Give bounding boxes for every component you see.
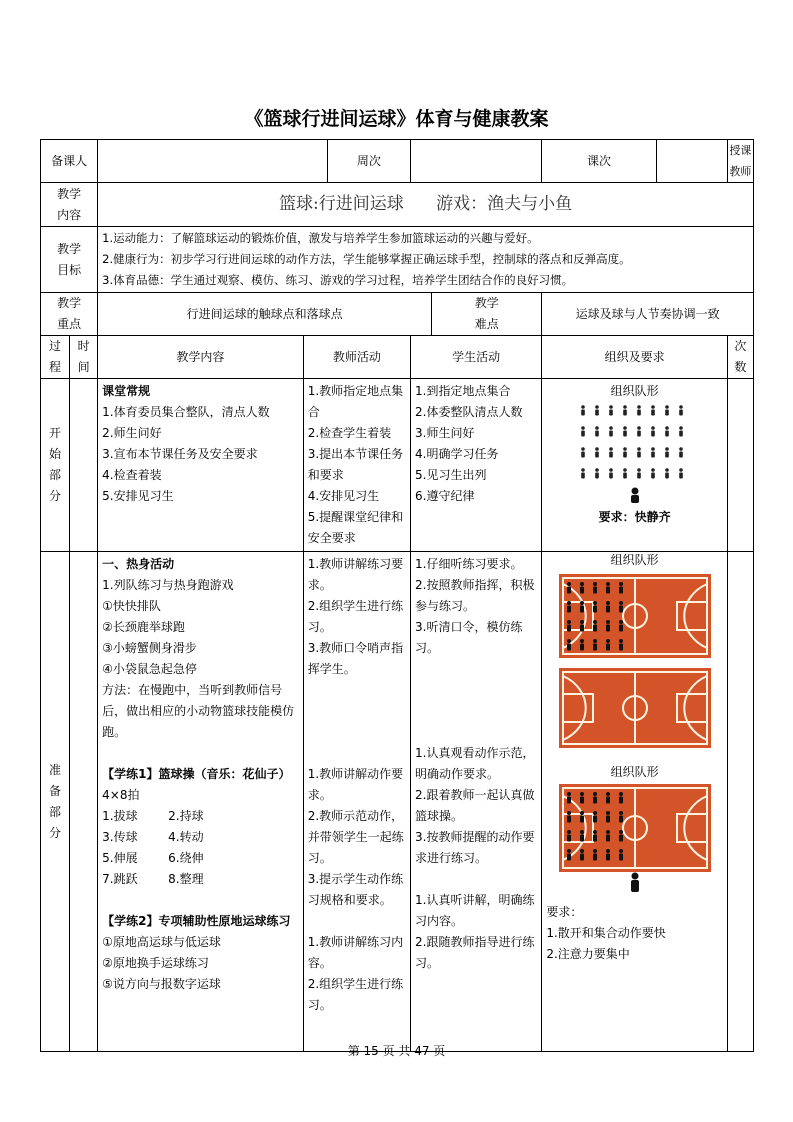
player-figure xyxy=(606,601,610,613)
col-content: 教学内容 xyxy=(98,336,304,379)
col-process: 过 程 xyxy=(41,336,70,379)
lesson-label: 课次 xyxy=(542,140,656,183)
col-org: 组织及要求 xyxy=(542,336,728,379)
key-text: 行进间运球的触球点和落球点 xyxy=(98,293,432,336)
player-figure xyxy=(580,639,584,651)
goal-item: 3.体育品德：学生通过观察、模仿、练习、游戏的学习过程，培养学生团结合作的良好习惯。 xyxy=(102,273,574,287)
student-figure xyxy=(623,426,627,436)
player-figure xyxy=(606,582,610,594)
key-row xyxy=(41,293,754,336)
goals-label: 教学 目标 xyxy=(41,227,98,293)
student-figure xyxy=(581,447,585,457)
col-student: 学生活动 xyxy=(411,336,542,379)
student-figure xyxy=(623,447,627,457)
player-figure xyxy=(580,849,584,861)
student-figure xyxy=(595,405,599,415)
student-figure xyxy=(651,426,655,436)
student-figure xyxy=(637,426,641,436)
player-figure xyxy=(593,792,597,804)
student-figure xyxy=(651,405,655,415)
prep-requirements: 要求： 1.散开和集合动作要快 2.注意力要集中 xyxy=(546,905,666,961)
start-student: 1.到指定地点集合 2.体委整队清点人数 3.师生问好 4.明确学习任务 5.见习生出列 6.遵守纪律 xyxy=(411,379,542,552)
player-figure xyxy=(619,601,623,613)
header-row xyxy=(41,140,754,183)
student-figure xyxy=(637,447,641,457)
student-figure xyxy=(665,447,669,457)
org-requirement: 要求：快静齐 xyxy=(598,510,671,524)
player-figure xyxy=(567,639,571,651)
prep-time xyxy=(70,552,98,1052)
player-figure xyxy=(606,811,610,823)
player-figure xyxy=(619,811,623,823)
student-figure xyxy=(665,426,669,436)
player-figure xyxy=(567,601,571,613)
player-figure xyxy=(593,620,597,632)
court-diagram-3 xyxy=(559,784,711,872)
player-figure xyxy=(580,792,584,804)
prep-content: 一、热身活动 1.列队练习与热身跑游戏 ①快快排队 ②长颈鹿举球跑 ③小螃蟹侧身滑步 ④小袋鼠急起急停 方法：在慢跑中，当听到教师信号后，做出相应的小动物篮球技能模仿跑。 【学练1】篮球操（音乐：花仙子） 4×8拍 1.拔球 2.持球 3.传球 4.转动 5.伸展 6.绕伸 7.跳跃 8.整理 【学练2】专项辅助性原地运球练习 ①原地高运球与低运球 ②原地换手运球练习 ⑤说方向与报数字运球 xyxy=(98,552,304,1052)
student-figure xyxy=(679,468,683,478)
start-time xyxy=(70,379,98,552)
prep-org: 组织队形 组织队形 要求： 1.散开和集合动作要快 2.注意力要集中 xyxy=(542,552,728,1052)
player-figure xyxy=(580,811,584,823)
goal-item: 2.健康行为：初步学习行进间运球的动作方法，学生能够掌握正确运球手型，控制球的落点和反弹高度。 xyxy=(102,252,631,266)
week-value xyxy=(411,140,542,183)
lesson-plan-table xyxy=(40,139,754,1052)
student-figure xyxy=(581,405,585,415)
student-figure xyxy=(679,426,683,436)
teacher-figure xyxy=(631,488,639,504)
player-figure xyxy=(593,849,597,861)
player-figure xyxy=(593,830,597,842)
student-figure xyxy=(651,468,655,478)
player-figure xyxy=(567,811,571,823)
content-row xyxy=(41,183,754,227)
player-figure xyxy=(580,620,584,632)
player-figure xyxy=(606,830,610,842)
preparer-label: 备课人 xyxy=(41,140,98,183)
player-figure xyxy=(567,830,571,842)
start-phase: 开 始 部 分 xyxy=(41,379,70,552)
player-figure xyxy=(593,639,597,651)
col-time: 时 间 xyxy=(70,336,98,379)
page-footer: 第 15 页 共 47 页 xyxy=(347,1044,446,1058)
prep-times xyxy=(727,552,753,1052)
player-figure xyxy=(580,601,584,613)
start-teacher: 1.教师指定地点集合 2.检查学生着装 3.提出本节课任务和要求 4.安排见习生 5.提醒课堂纪律和安全要求 xyxy=(303,379,410,552)
student-figure xyxy=(637,468,641,478)
content-text: 篮球:行进间运球 游戏：渔夫与小鱼 xyxy=(98,183,754,227)
student-figure xyxy=(609,468,613,478)
student-figure xyxy=(665,468,669,478)
student-figure xyxy=(609,405,613,415)
lesson-value xyxy=(656,140,727,183)
key-label: 教学 重点 xyxy=(41,293,98,336)
goals-list xyxy=(98,227,754,293)
prep-phase: 准 备 部 分 xyxy=(41,552,70,1052)
student-figure xyxy=(609,426,613,436)
start-times xyxy=(727,379,753,552)
player-figure xyxy=(619,582,623,594)
player-figure xyxy=(593,811,597,823)
difficulty-text: 运球及球与人节奏协调一致 xyxy=(542,293,754,336)
player-figure xyxy=(619,620,623,632)
court-diagram-2 xyxy=(559,668,711,748)
prep-student: 1.仔细听练习要求。 2.按照教师指挥，积极参与练习。 3.听清口令，模仿练习。 1.认真观看动作示范，明确动作要求。 2.跟着教师一起认真做篮球操。 3.按教师提醒的动作要求进行练习。 1.认真听讲解，明确练习内容。 2.跟随教师指导进行练习。 xyxy=(411,552,542,1052)
player-figure xyxy=(606,639,610,651)
player-figure xyxy=(593,582,597,594)
student-figure xyxy=(595,447,599,457)
student-figure xyxy=(637,405,641,415)
org-title: 组织队形 xyxy=(610,384,659,398)
student-figure xyxy=(581,426,585,436)
player-figure xyxy=(580,582,584,594)
player-figure xyxy=(593,601,597,613)
player-figure xyxy=(606,849,610,861)
student-figure xyxy=(665,405,669,415)
player-figure xyxy=(606,620,610,632)
prep-section-row xyxy=(41,552,754,1052)
start-org xyxy=(542,379,728,552)
col-teacher: 教师活动 xyxy=(303,336,410,379)
student-figure xyxy=(679,405,683,415)
teacher-figure xyxy=(625,872,645,894)
content-label: 教学 内容 xyxy=(41,183,98,227)
player-figure xyxy=(567,620,571,632)
org-title-2: 组织队形 xyxy=(610,765,659,779)
player-figure xyxy=(567,582,571,594)
player-figure xyxy=(619,849,623,861)
student-figure xyxy=(595,468,599,478)
student-figure xyxy=(623,405,627,415)
difficulty-label: 教学 难点 xyxy=(432,293,542,336)
player-figure xyxy=(567,849,571,861)
goal-item: 1.运动能力：了解篮球运动的锻炼价值，激发与培养学生参加篮球运动的兴趣与爱好。 xyxy=(102,231,539,245)
student-figure xyxy=(623,468,627,478)
page-title: 《篮球行进间运球》体育与健康教案 xyxy=(244,108,549,130)
student-figure xyxy=(679,447,683,457)
student-figure xyxy=(595,426,599,436)
teacher-label: 授课教师 xyxy=(727,140,753,183)
week-label: 周次 xyxy=(327,140,410,183)
student-figure xyxy=(651,447,655,457)
player-figure xyxy=(567,792,571,804)
start-section-row xyxy=(41,379,754,552)
goals-row xyxy=(41,227,754,293)
player-figure xyxy=(619,792,623,804)
player-figure xyxy=(606,792,610,804)
preparer-value xyxy=(98,140,328,183)
col-times: 次 数 xyxy=(727,336,753,379)
student-figure xyxy=(581,468,585,478)
formation-svg xyxy=(575,403,695,507)
student-figure xyxy=(609,447,613,457)
player-figure xyxy=(619,830,623,842)
court-diagram-1 xyxy=(559,574,711,658)
column-header-row xyxy=(41,336,754,379)
prep-teacher: 1.教师讲解练习要求。 2.组织学生进行练习。 3.教师口令哨声指挥学生。 1.教师讲解动作要求。 2.教师示范动作，并带领学生一起练习。 3.提示学生动作练习规格和要求。 1.教师讲解练习内容。 2.组织学生进行练习。 xyxy=(303,552,410,1052)
player-figure xyxy=(580,830,584,842)
player-figure xyxy=(619,639,623,651)
start-content: 课堂常规 1.体育委员集合整队，清点人数 2.师生问好 3.宣布本节课任务及安全要求 4.检查着装 5.安排见习生 xyxy=(98,379,304,552)
